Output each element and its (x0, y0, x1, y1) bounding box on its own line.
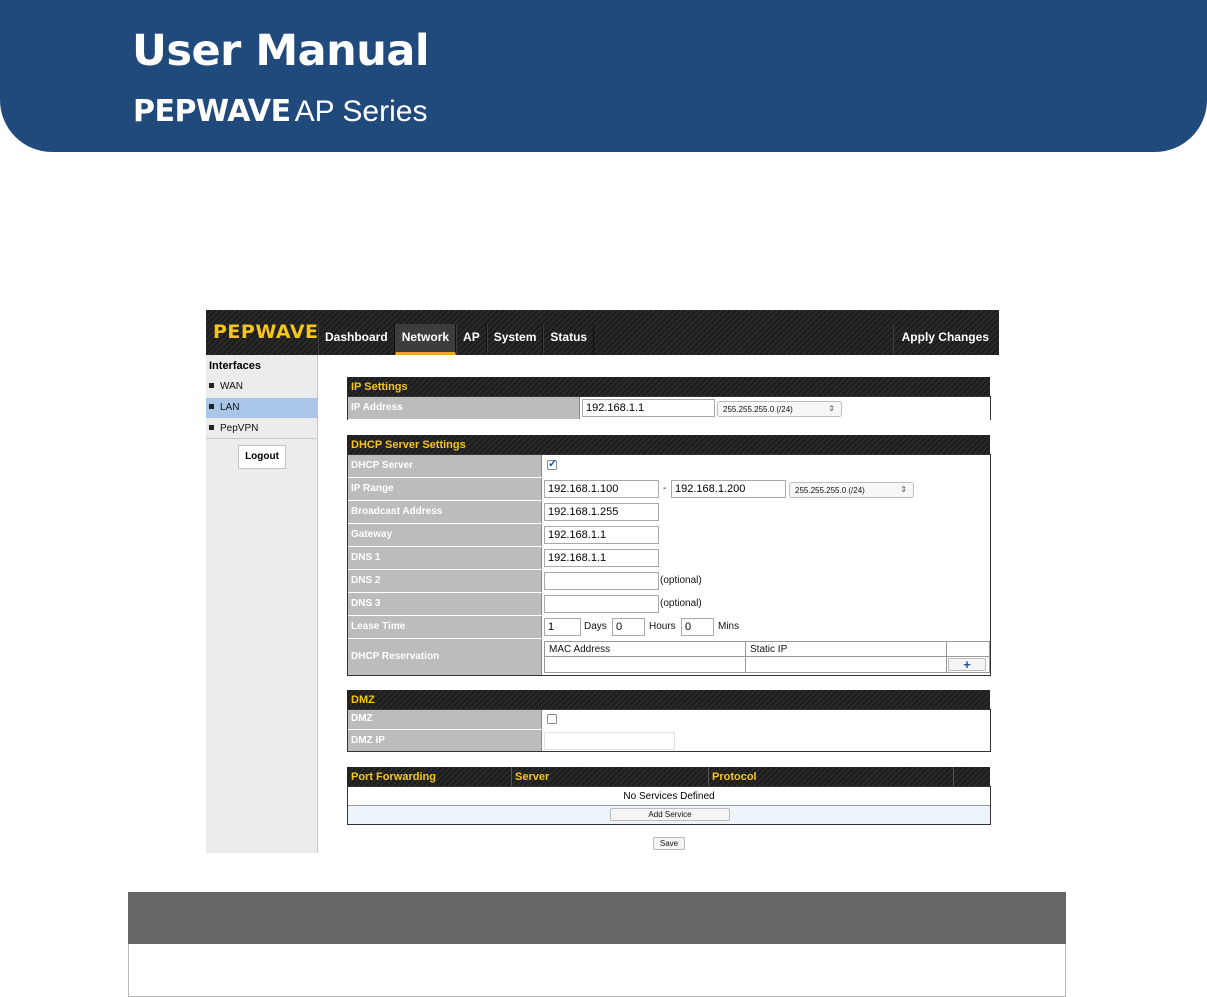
days-label: Days (584, 621, 607, 632)
ip-range-subnet-select[interactable] (789, 482, 914, 498)
ip-settings-panel (347, 396, 991, 420)
dmz-label: DMZ (348, 710, 541, 729)
no-services-text: No Services Defined (348, 787, 990, 806)
tab-network[interactable]: Network (395, 324, 456, 355)
dmz-ip-label: DMZ IP (348, 730, 541, 751)
gateway-input[interactable]: 192.168.1.1 (544, 526, 659, 544)
port-forwarding-col-service: Port Forwarding (351, 771, 436, 783)
mins-label: Mins (718, 621, 740, 632)
dhcp-server-checkbox[interactable] (547, 460, 557, 470)
sidebar-item-wan[interactable] (206, 377, 317, 397)
sidebar-divider (206, 438, 317, 439)
sidebar-item-label: PepVPN (220, 423, 259, 434)
select-arrows-icon: ⇕ (828, 404, 835, 413)
logout-button[interactable]: Logout (238, 445, 286, 469)
ip-address-row (348, 397, 990, 420)
reservation-col-divider (745, 642, 746, 672)
broadcast-row (348, 501, 990, 524)
manual-series: AP Series (294, 95, 428, 128)
select-arrows-icon: ⇕ (900, 485, 907, 494)
gateway-value-cell (541, 524, 990, 546)
broadcast-input[interactable]: 192.168.1.255 (544, 503, 659, 521)
ip-range-value-cell (541, 478, 990, 500)
dmz-panel (347, 709, 991, 752)
dhcp-reservation-label: DHCP Reservation (348, 639, 541, 675)
reservation-table (544, 641, 990, 673)
main-nav (318, 324, 594, 355)
dmz-ip-row (348, 730, 990, 753)
header-col-divider (511, 767, 512, 786)
dns2-value-cell (541, 570, 990, 592)
bullet-icon (209, 404, 214, 409)
dmz-header: DMZ (347, 690, 990, 709)
dmz-checkbox[interactable] (547, 714, 557, 724)
pepwave-logo: PEPWAVE (213, 321, 319, 343)
broadcast-label: Broadcast Address (348, 501, 541, 523)
plus-icon: + (963, 657, 971, 672)
ip-range-dash: - (663, 483, 667, 494)
add-reservation-button[interactable] (948, 658, 986, 671)
add-service-button[interactable]: Add Service (610, 808, 730, 821)
tab-ap[interactable]: AP (456, 324, 487, 355)
sidebar (206, 355, 318, 853)
lease-days-input[interactable]: 1 (544, 618, 581, 636)
manual-title: User Manual (132, 26, 430, 76)
dhcp-server-row (348, 455, 990, 478)
web-ui-screenshot (206, 310, 999, 853)
dns1-row (348, 547, 990, 570)
manual-brand: PEPWAVE (133, 94, 291, 129)
header-col-divider (708, 767, 709, 786)
dmz-ip-value-cell (541, 730, 990, 751)
ip-range-end-input[interactable]: 192.168.1.200 (671, 480, 786, 498)
gateway-label: Gateway (348, 524, 541, 546)
dns3-input[interactable] (544, 595, 659, 613)
manual-subtitle (133, 94, 427, 129)
port-forwarding-col-protocol: Protocol (712, 771, 757, 783)
dns2-row (348, 570, 990, 593)
ip-subnet-select[interactable] (717, 401, 842, 417)
ip-address-input[interactable]: 192.168.1.1 (582, 399, 715, 417)
apply-changes-button[interactable]: Apply Changes (893, 324, 999, 355)
lease-time-label: Lease Time (348, 616, 541, 638)
header-col-divider (953, 767, 954, 786)
sidebar-item-pepvpn[interactable] (206, 419, 317, 439)
tab-system[interactable]: System (487, 324, 544, 355)
ip-range-start-input[interactable]: 192.168.1.100 (544, 480, 659, 498)
ip-address-value-cell (579, 397, 990, 419)
tab-status[interactable]: Status (543, 324, 594, 355)
dns3-label: DNS 3 (348, 593, 541, 615)
mac-address-header: MAC Address (549, 644, 611, 655)
reservation-col-divider (946, 642, 947, 672)
ip-address-label: IP Address (348, 397, 579, 419)
dhcp-server-value-cell (541, 455, 990, 477)
dhcp-reservation-value-cell (541, 639, 990, 675)
dns1-label: DNS 1 (348, 547, 541, 569)
ip-settings-header: IP Settings (347, 377, 990, 396)
reservation-row-divider (545, 656, 989, 657)
save-button[interactable]: Save (653, 837, 685, 850)
dns2-input[interactable] (544, 572, 659, 590)
bullet-icon (209, 425, 214, 430)
port-forwarding-header (347, 767, 990, 786)
lease-time-value-cell (541, 616, 990, 638)
sidebar-item-label: LAN (220, 402, 240, 413)
sidebar-item-label: WAN (220, 381, 243, 392)
dns3-value-cell (541, 593, 990, 615)
dns3-row (348, 593, 990, 616)
lease-time-row (348, 616, 990, 639)
ip-range-label: IP Range (348, 478, 541, 500)
manual-header-banner (0, 0, 1207, 152)
top-nav-bar (206, 310, 999, 355)
static-ip-header: Static IP (750, 644, 788, 655)
dmz-value-cell (541, 710, 990, 729)
sidebar-item-lan[interactable] (206, 398, 317, 418)
dns1-input[interactable]: 192.168.1.1 (544, 549, 659, 567)
table-header (128, 892, 1066, 944)
dns1-value-cell (541, 547, 990, 569)
bullet-icon (209, 383, 214, 388)
hours-label: Hours (649, 621, 676, 632)
gateway-row (348, 524, 990, 547)
ip-subnet-value: 255.255.255.0 (/24) (723, 405, 793, 414)
dhcp-settings-header: DHCP Server Settings (347, 435, 990, 454)
ip-range-subnet-value: 255.255.255.0 (/24) (795, 486, 865, 495)
table-body (128, 944, 1066, 997)
broadcast-value-cell (541, 501, 990, 523)
dmz-ip-input[interactable] (544, 732, 675, 750)
port-forwarding-col-server: Server (515, 771, 550, 783)
dhcp-settings-panel (347, 454, 991, 676)
lease-hours-input[interactable]: 0 (612, 618, 645, 636)
dhcp-reservation-row (348, 639, 990, 675)
dhcp-server-label: DHCP Server (348, 455, 541, 477)
dns2-label: DNS 2 (348, 570, 541, 592)
ip-range-row (348, 478, 990, 501)
lease-mins-input[interactable]: 0 (681, 618, 714, 636)
tab-dashboard[interactable]: Dashboard (318, 324, 395, 355)
dns3-optional-text: (optional) (660, 598, 702, 609)
port-forwarding-panel (347, 786, 991, 825)
sidebar-heading: Interfaces (209, 360, 261, 372)
add-service-row (348, 806, 990, 824)
dns2-optional-text: (optional) (660, 575, 702, 586)
